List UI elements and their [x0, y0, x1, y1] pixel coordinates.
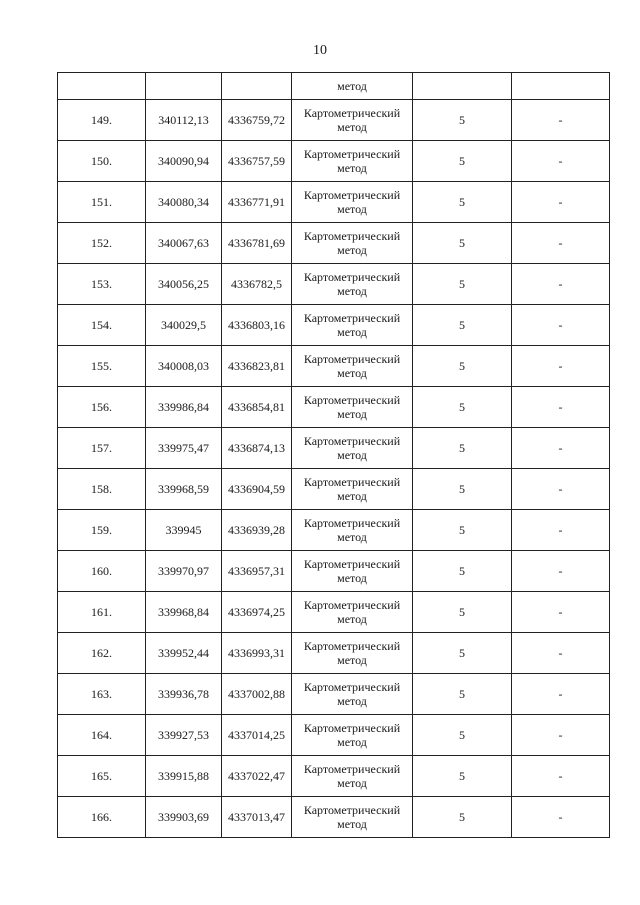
x-coordinate-cell: 339986,84 [146, 387, 222, 428]
note-cell: - [512, 141, 610, 182]
y-coordinate-cell: 4336904,59 [222, 469, 292, 510]
method-cell: Картометрический метод [292, 141, 413, 182]
accuracy-cell: 5 [413, 756, 512, 797]
note-cell: - [512, 264, 610, 305]
table-row [58, 510, 610, 551]
x-coordinate-cell: 340008,03 [146, 346, 222, 387]
y-coordinate-cell: 4337002,88 [222, 674, 292, 715]
point-number-cell: 161. [58, 592, 146, 633]
table-row [58, 182, 610, 223]
point-number-cell: 155. [58, 346, 146, 387]
note-cell: - [512, 182, 610, 223]
x-coordinate-cell: 340090,94 [146, 141, 222, 182]
table-row [58, 551, 610, 592]
y-coordinate-cell: 4336939,28 [222, 510, 292, 551]
y-coordinate-cell: 4336854,81 [222, 387, 292, 428]
accuracy-cell: 5 [413, 674, 512, 715]
table-row [58, 387, 610, 428]
point-number-cell: 160. [58, 551, 146, 592]
accuracy-cell: 5 [413, 141, 512, 182]
y-coordinate-cell: 4336957,31 [222, 551, 292, 592]
accuracy-cell: 5 [413, 510, 512, 551]
point-number-cell: 157. [58, 428, 146, 469]
continued-row [58, 73, 610, 100]
accuracy-cell: 5 [413, 264, 512, 305]
note-cell: - [512, 387, 610, 428]
table-row [58, 756, 610, 797]
note-cell: - [512, 305, 610, 346]
x-coordinate-cell: 340029,5 [146, 305, 222, 346]
page-number: 10 [313, 43, 327, 58]
accuracy-cell: 5 [413, 387, 512, 428]
note-cell: - [512, 428, 610, 469]
point-number-cell: 149. [58, 100, 146, 141]
method-cell: Картометрический метод [292, 797, 413, 838]
accuracy-cell: 5 [413, 633, 512, 674]
continued-method-cell: метод [292, 73, 413, 100]
point-number-cell: 164. [58, 715, 146, 756]
note-cell: - [512, 551, 610, 592]
y-coordinate-cell: 4336874,13 [222, 428, 292, 469]
point-number-cell: 150. [58, 141, 146, 182]
x-coordinate-cell: 340067,63 [146, 223, 222, 264]
point-number-cell: 156. [58, 387, 146, 428]
x-coordinate-cell: 339915,88 [146, 756, 222, 797]
method-cell: Картометрический метод [292, 346, 413, 387]
y-coordinate-cell: 4336771,91 [222, 182, 292, 223]
method-cell: Картометрический метод [292, 674, 413, 715]
point-number-cell: 151. [58, 182, 146, 223]
point-number-cell: 163. [58, 674, 146, 715]
point-number-cell: 153. [58, 264, 146, 305]
note-cell: - [512, 346, 610, 387]
method-cell: Картометрический метод [292, 100, 413, 141]
accuracy-cell: 5 [413, 223, 512, 264]
accuracy-cell: 5 [413, 551, 512, 592]
x-coordinate-cell: 340056,25 [146, 264, 222, 305]
method-cell: Картометрический метод [292, 715, 413, 756]
y-coordinate-cell: 4336781,69 [222, 223, 292, 264]
note-cell: - [512, 100, 610, 141]
continued-x-cell [146, 73, 222, 100]
table-row [58, 305, 610, 346]
table-row [58, 346, 610, 387]
x-coordinate-cell: 340112,13 [146, 100, 222, 141]
accuracy-cell: 5 [413, 346, 512, 387]
point-number-cell: 166. [58, 797, 146, 838]
table-row [58, 674, 610, 715]
table-row [58, 223, 610, 264]
point-number-cell: 165. [58, 756, 146, 797]
accuracy-cell: 5 [413, 305, 512, 346]
method-cell: Картометрический метод [292, 428, 413, 469]
method-cell: Картометрический метод [292, 305, 413, 346]
x-coordinate-cell: 339945 [146, 510, 222, 551]
y-coordinate-cell: 4336803,16 [222, 305, 292, 346]
accuracy-cell: 5 [413, 428, 512, 469]
y-coordinate-cell: 4336993,31 [222, 633, 292, 674]
y-coordinate-cell: 4337014,25 [222, 715, 292, 756]
continued-note-cell [512, 73, 610, 100]
table-row [58, 469, 610, 510]
point-number-cell: 152. [58, 223, 146, 264]
x-coordinate-cell: 339903,69 [146, 797, 222, 838]
note-cell: - [512, 756, 610, 797]
x-coordinate-cell: 339970,97 [146, 551, 222, 592]
table-row [58, 100, 610, 141]
coordinates-table [57, 72, 610, 838]
y-coordinate-cell: 4337022,47 [222, 756, 292, 797]
x-coordinate-cell: 339968,59 [146, 469, 222, 510]
note-cell: - [512, 633, 610, 674]
table-row [58, 428, 610, 469]
method-cell: Картометрический метод [292, 469, 413, 510]
table-row [58, 592, 610, 633]
accuracy-cell: 5 [413, 715, 512, 756]
y-coordinate-cell: 4336823,81 [222, 346, 292, 387]
note-cell: - [512, 715, 610, 756]
method-cell: Картометрический метод [292, 223, 413, 264]
accuracy-cell: 5 [413, 100, 512, 141]
accuracy-cell: 5 [413, 592, 512, 633]
y-coordinate-cell: 4337013,47 [222, 797, 292, 838]
method-cell: Картометрический метод [292, 182, 413, 223]
accuracy-cell: 5 [413, 469, 512, 510]
note-cell: - [512, 797, 610, 838]
table-row [58, 264, 610, 305]
x-coordinate-cell: 339952,44 [146, 633, 222, 674]
continued-num-cell [58, 73, 146, 100]
y-coordinate-cell: 4336757,59 [222, 141, 292, 182]
method-cell: Картометрический метод [292, 387, 413, 428]
x-coordinate-cell: 339927,53 [146, 715, 222, 756]
y-coordinate-cell: 4336782,5 [222, 264, 292, 305]
y-coordinate-cell: 4336759,72 [222, 100, 292, 141]
method-cell: Картометрический метод [292, 510, 413, 551]
table-row [58, 797, 610, 838]
note-cell: - [512, 510, 610, 551]
note-cell: - [512, 674, 610, 715]
table-row [58, 715, 610, 756]
accuracy-cell: 5 [413, 797, 512, 838]
x-coordinate-cell: 339975,47 [146, 428, 222, 469]
method-cell: Картометрический метод [292, 756, 413, 797]
point-number-cell: 158. [58, 469, 146, 510]
method-cell: Картометрический метод [292, 551, 413, 592]
x-coordinate-cell: 339968,84 [146, 592, 222, 633]
point-number-cell: 159. [58, 510, 146, 551]
y-coordinate-cell: 4336974,25 [222, 592, 292, 633]
x-coordinate-cell: 340080,34 [146, 182, 222, 223]
note-cell: - [512, 592, 610, 633]
continued-accuracy-cell [413, 73, 512, 100]
method-cell: Картометрический метод [292, 633, 413, 674]
note-cell: - [512, 223, 610, 264]
table-row [58, 141, 610, 182]
table-row [58, 633, 610, 674]
x-coordinate-cell: 339936,78 [146, 674, 222, 715]
continued-y-cell [222, 73, 292, 100]
method-cell: Картометрический метод [292, 264, 413, 305]
accuracy-cell: 5 [413, 182, 512, 223]
method-cell: Картометрический метод [292, 592, 413, 633]
note-cell: - [512, 469, 610, 510]
point-number-cell: 162. [58, 633, 146, 674]
coordinates-table-body [58, 73, 610, 838]
point-number-cell: 154. [58, 305, 146, 346]
